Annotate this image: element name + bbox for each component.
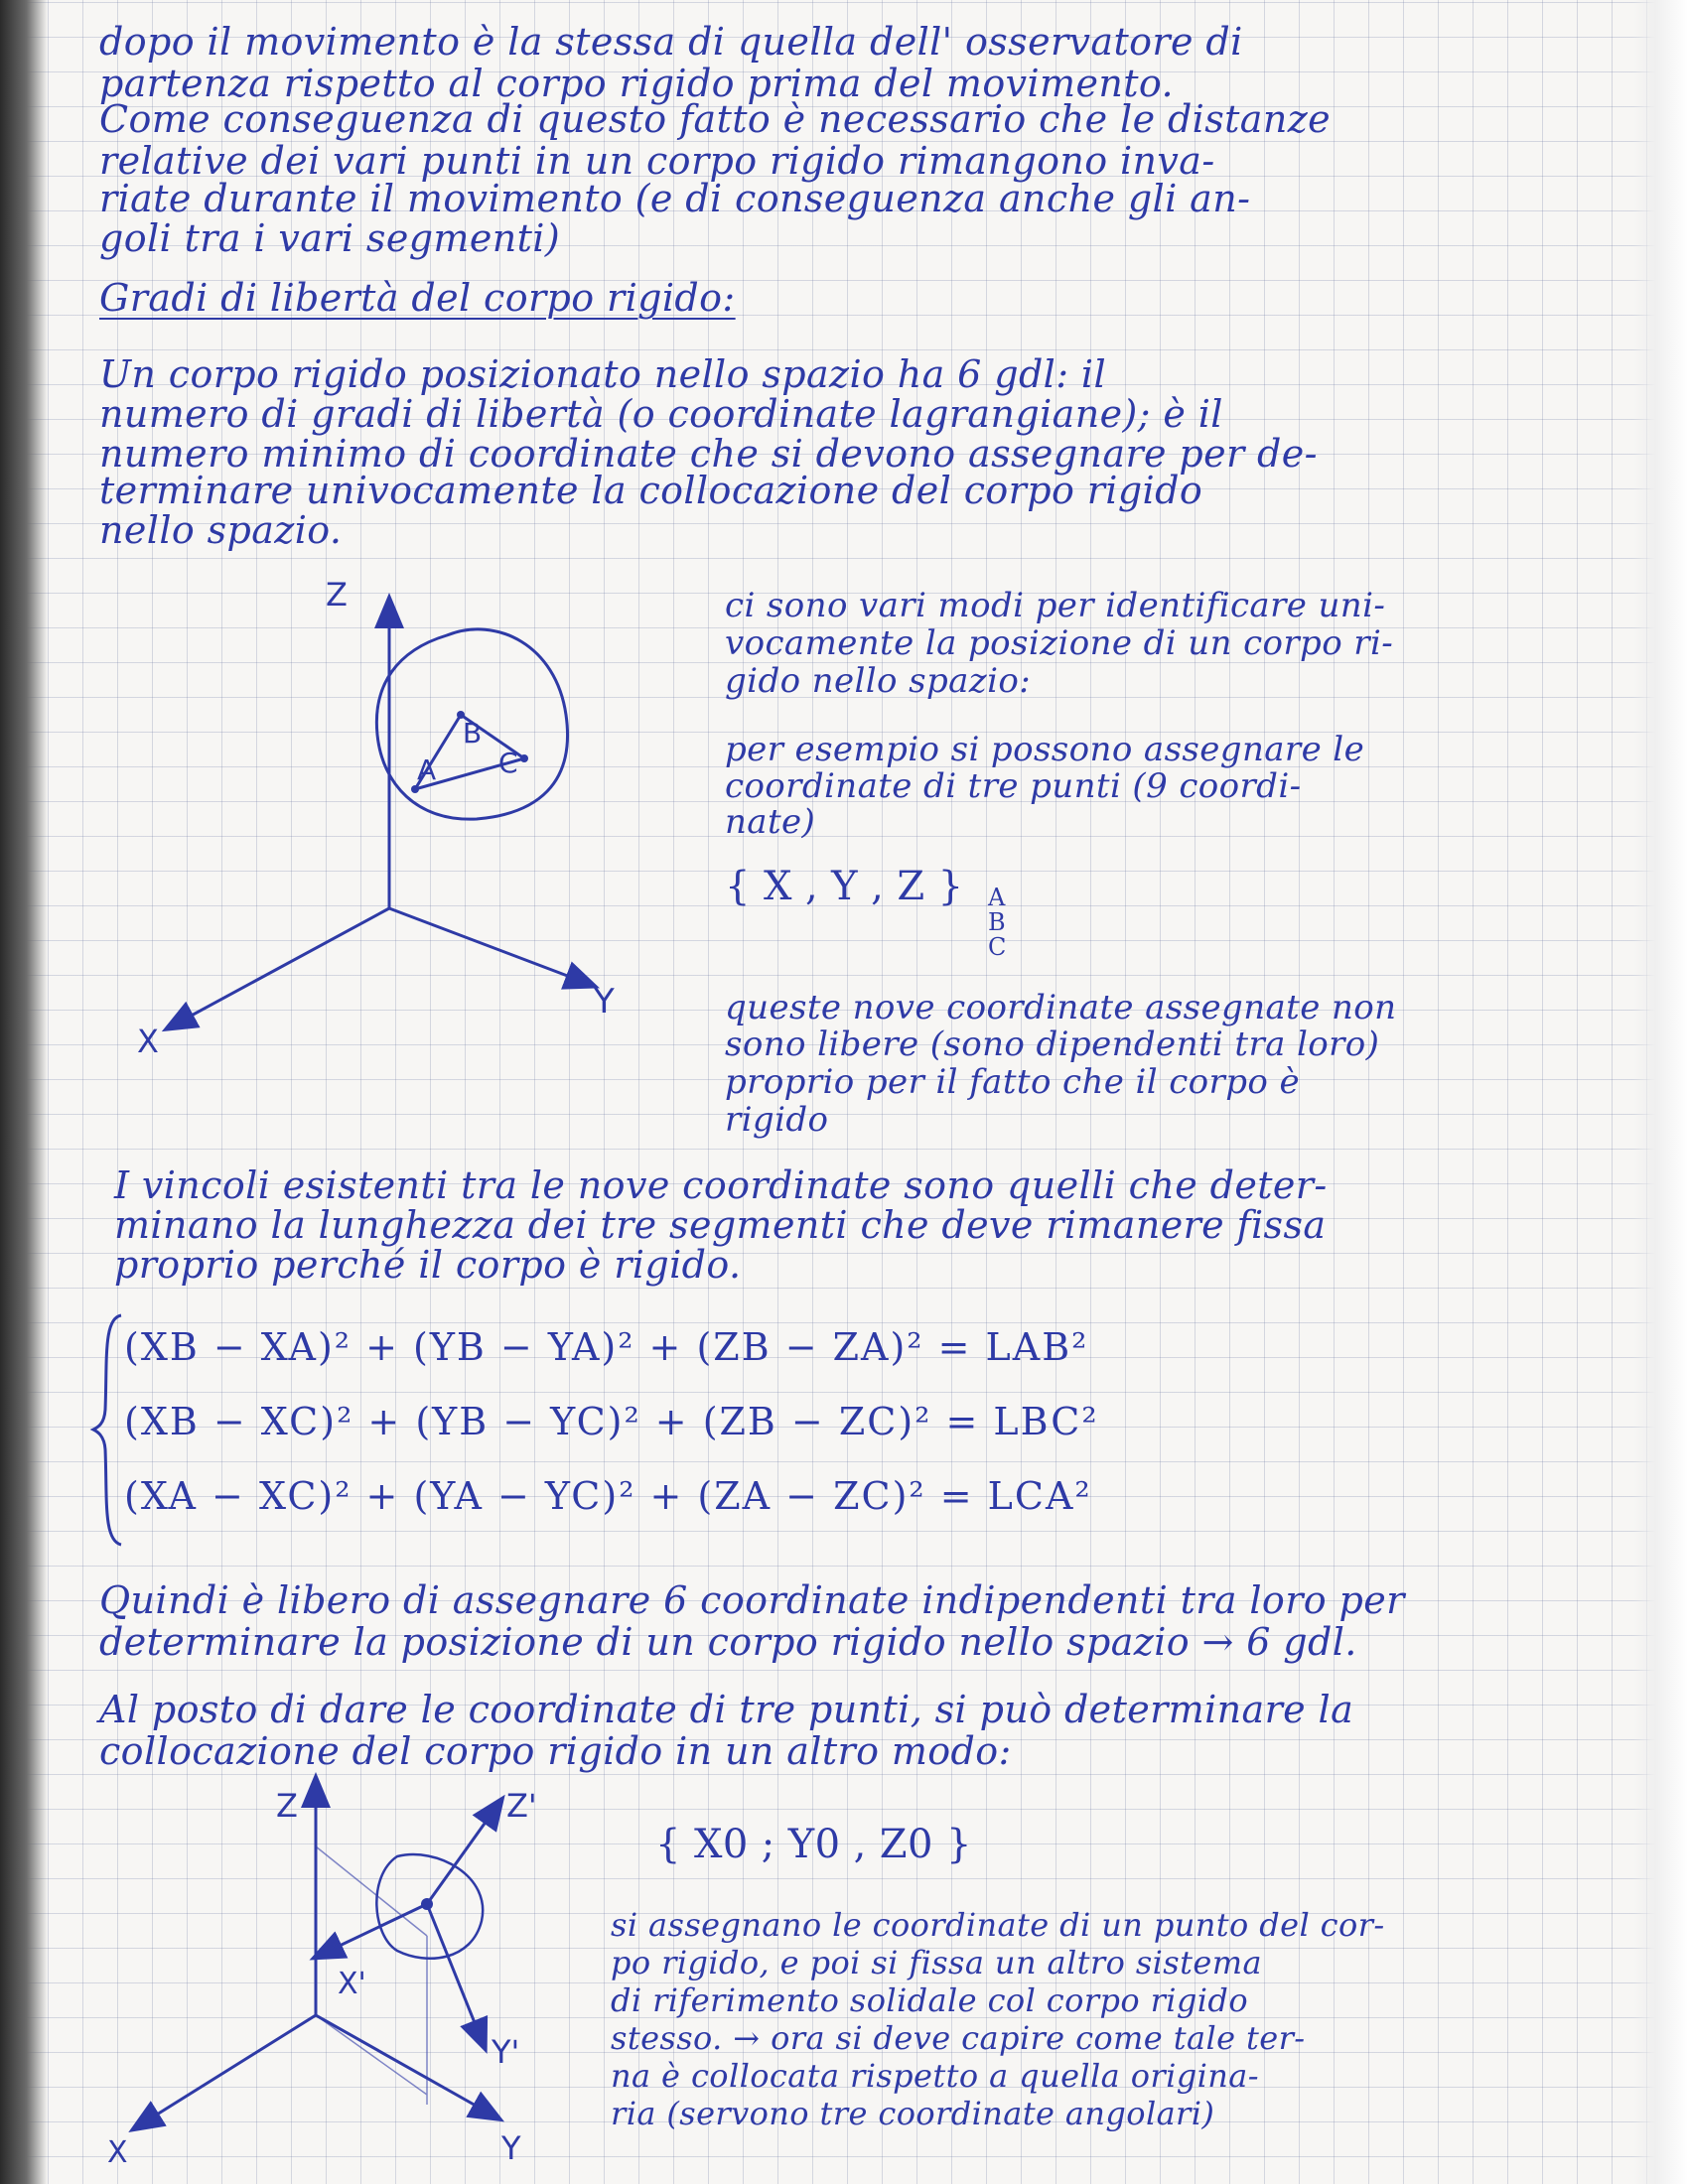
text-line: nate) bbox=[725, 802, 816, 842]
text-line: numero di gradi di libertà (o coordinate lagrangiane); è il bbox=[99, 392, 1223, 436]
x-axis-label: X bbox=[107, 2135, 128, 2170]
x-prime-axis-line bbox=[323, 1904, 427, 1954]
point-a-label: A bbox=[417, 753, 437, 786]
page-binding-shadow bbox=[0, 0, 48, 2184]
text-line: determinare la posizione di un corpo rigido nello spazio → 6 gdl. bbox=[99, 1620, 1357, 1664]
equation-bc: (XB − XC)² + (YB − YC)² + (ZB − ZC)² = LBC² bbox=[124, 1400, 1099, 1443]
y-axis-line bbox=[389, 908, 586, 983]
z-axis-label: Z bbox=[326, 576, 348, 614]
text-line: po rigido, e poi si fissa un altro sistema bbox=[611, 1944, 1262, 1981]
text-line: goli tra i vari segmenti) bbox=[99, 216, 561, 260]
y-prime-axis-label: Y' bbox=[492, 2033, 520, 2071]
figure-rigid-body-triangle bbox=[119, 576, 675, 1072]
text-line: partenza rispetto al corpo rigido prima del movimento. bbox=[99, 62, 1174, 105]
equation-ca: (XA − XC)² + (YA − YC)² + (ZA − ZC)² = LCA² bbox=[124, 1474, 1092, 1518]
y-prime-axis-line bbox=[427, 1904, 482, 2040]
text-line: I vincoli esistenti tra le nove coordinate sono quelli che deter- bbox=[114, 1163, 1328, 1207]
text-line: coordinate di tre punti (9 coordi- bbox=[725, 766, 1302, 806]
text-line: ria (servono tre coordinate angolari) bbox=[611, 2095, 1215, 2132]
y-axis-label: Y bbox=[594, 982, 615, 1022]
text-line: Quindi è libero di assegnare 6 coordinate indipendenti tra loro per bbox=[99, 1578, 1405, 1622]
y-axis-label: Y bbox=[501, 2129, 521, 2167]
text-line: Al posto di dare le coordinate di tre punti, si può determinare la bbox=[99, 1688, 1354, 1731]
x-axis-line bbox=[141, 2015, 316, 2124]
text-line: ci sono vari modi per identificare uni- bbox=[725, 586, 1386, 625]
section-heading: Gradi di libertà del corpo rigido: bbox=[99, 276, 736, 320]
coordinate-set: { X , Y , Z } bbox=[725, 864, 964, 909]
text-line: dopo il movimento è la stessa di quella dell' osservatore di bbox=[99, 20, 1243, 64]
z-axis-label: Z bbox=[276, 1787, 298, 1825]
text-line: numero minimo di coordinate che si devono assegnare per de- bbox=[99, 432, 1318, 476]
text-line: Come conseguenza di questo fatto è necessario che le distanze bbox=[99, 97, 1332, 141]
figure-body-reference-frame bbox=[99, 1777, 616, 2174]
text-line: gido nello spazio: bbox=[725, 661, 1032, 701]
text-line: per esempio si possono assegnare le bbox=[725, 730, 1365, 769]
z-prime-axis-label: Z' bbox=[506, 1787, 537, 1825]
text-line: rigido bbox=[725, 1100, 829, 1140]
point-b-label: B bbox=[463, 717, 483, 750]
text-line: proprio per il fatto che il corpo è bbox=[725, 1062, 1300, 1102]
text-line: relative dei vari punti in un corpo rigido rimangono inva- bbox=[99, 139, 1215, 183]
z-prime-axis-line bbox=[427, 1807, 496, 1904]
text-line: riate durante il movimento (e di conseguenza anche gli an- bbox=[99, 177, 1251, 220]
text-line: terminare univocamente la collocazione del corpo rigido bbox=[99, 469, 1203, 512]
point-c-dot bbox=[520, 754, 528, 762]
text-line: nello spazio. bbox=[99, 508, 343, 552]
page-right-edge bbox=[1633, 0, 1688, 2184]
text-line: collocazione del corpo rigido in un altro modo: bbox=[99, 1729, 1012, 1773]
text-line: si assegnano le coordinate di un punto del cor- bbox=[611, 1906, 1385, 1944]
equation-ab: (XB − XA)² + (YB − YA)² + (ZB − ZA)² = LAB² bbox=[124, 1325, 1089, 1369]
y-axis-line bbox=[316, 2015, 492, 2115]
system-brace bbox=[89, 1310, 129, 1549]
text-line: sono libere (sono dipendenti tra loro) bbox=[725, 1024, 1380, 1064]
projection-lines bbox=[316, 1846, 427, 2105]
origin-coordinates: { X0 ; Y0 , Z0 } bbox=[655, 1822, 972, 1867]
x-prime-axis-label: X' bbox=[338, 1967, 366, 2001]
point-c-label: C bbox=[498, 747, 518, 779]
text-line: proprio perché il corpo è rigido. bbox=[114, 1243, 742, 1287]
x-axis-label: X bbox=[137, 1023, 159, 1060]
x-axis-line bbox=[175, 908, 389, 1024]
text-line: Un corpo rigido posizionato nello spazio ha 6 gdl: il bbox=[99, 352, 1107, 396]
text-line: vocamente la posizione di un corpo ri- bbox=[725, 623, 1394, 663]
text-line: minano la lunghezza dei tre segmenti che deve rimanere fissa bbox=[114, 1203, 1327, 1247]
point-a-dot bbox=[411, 785, 419, 793]
subscript-b: B bbox=[988, 908, 1007, 936]
text-line: di riferimento solidale col corpo rigido bbox=[611, 1981, 1248, 2019]
text-line: na è collocata rispetto a quella origina- bbox=[611, 2057, 1259, 2095]
text-line: stesso. → ora si deve capire come tale ter- bbox=[611, 2019, 1306, 2057]
subscript-c: C bbox=[988, 933, 1007, 961]
subscript-a: A bbox=[988, 884, 1006, 911]
text-line: queste nove coordinate assegnate non bbox=[725, 988, 1397, 1027]
